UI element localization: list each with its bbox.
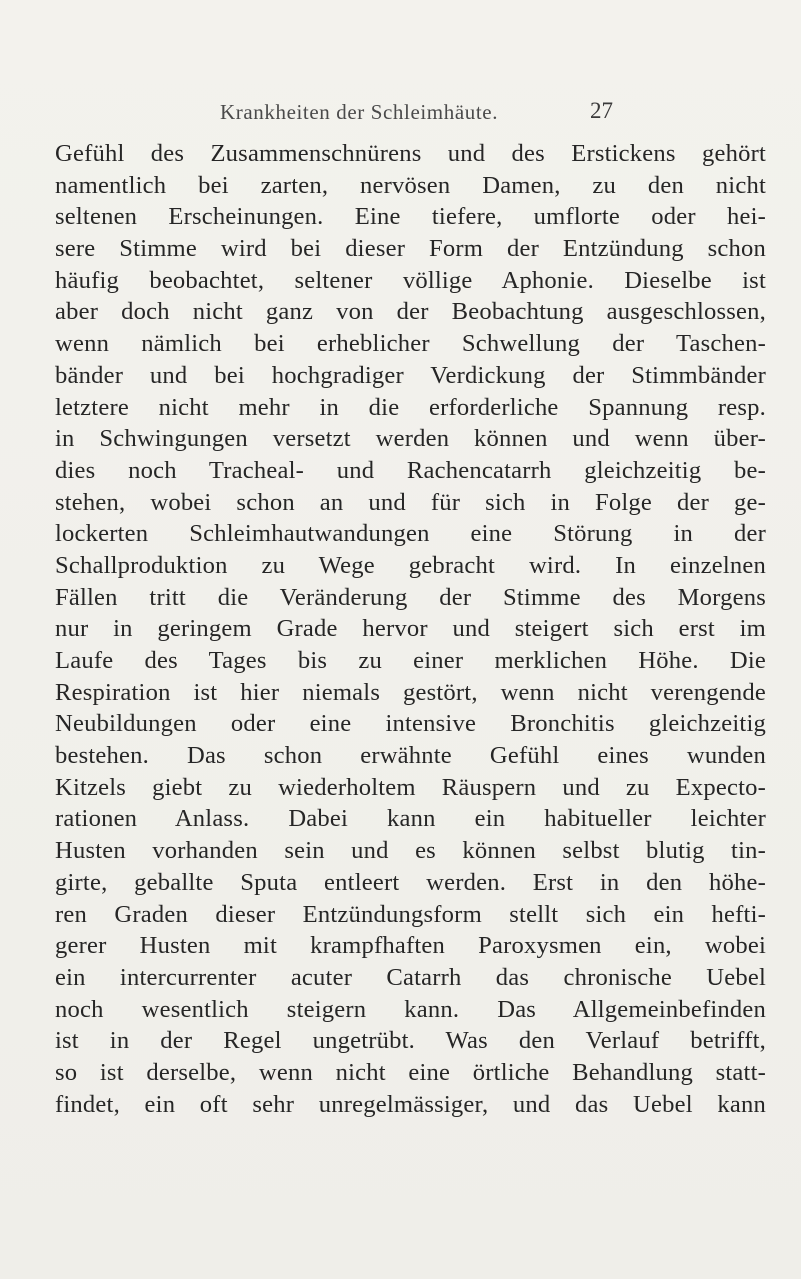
text-line: ist in der Regel ungetrübt. Was den Verlauf betrifft,	[55, 1027, 766, 1055]
text-line: so ist derselbe, wenn nicht eine örtliche Behandlung statt-	[55, 1058, 766, 1086]
text-line: ein intercurrenter acuter Catarrh das chronische Uebel	[55, 963, 766, 991]
text-line: Schallproduktion zu Wege gebracht wird. In einzelnen	[55, 551, 766, 579]
running-head	[0, 100, 801, 130]
text-line: girte, geballte Sputa entleert werden. Erst in den höhe-	[55, 868, 766, 896]
text-line: Gefühl des Zusammenschnürens und des Erstickens gehört	[55, 140, 766, 167]
text-line: sere Stimme wird bei dieser Form der Entzündung schon	[55, 235, 766, 263]
text-line: Husten vorhanden sein und es können selbst blutig tin-	[55, 837, 766, 865]
text-line: wenn nämlich bei erheblicher Schwellung der Taschen-	[55, 330, 766, 358]
text-line: Laufe des Tages bis zu einer merklichen Höhe. Die	[55, 647, 766, 674]
text-line: Fällen tritt die Veränderung der Stimme des Morgens	[55, 583, 766, 611]
text-line: Respiration ist hier niemals gestört, wenn nicht verengende	[55, 678, 766, 706]
text-line: nur in geringem Grade hervor und steigert sich erst im	[55, 615, 766, 643]
text-line: aber doch nicht ganz von der Beobachtung ausgeschlossen,	[55, 298, 766, 326]
text-line: Neubildungen oder eine intensive Bronchitis gleichzeitig	[55, 710, 766, 738]
body-text	[55, 138, 766, 1120]
text-line: seltenen Erscheinungen. Eine tiefere, umflorte oder hei-	[55, 203, 766, 231]
text-line: in Schwingungen versetzt werden können und wenn über-	[55, 425, 766, 453]
text-line: stehen, wobei schon an und für sich in Folge der ge-	[55, 488, 766, 516]
text-line: lockerten Schleimhautwandungen eine Störung in der	[55, 520, 766, 548]
text-line: letztere nicht mehr in die erforderliche Spannung resp.	[55, 393, 766, 421]
text-line: gerer Husten mit krampfhaften Paroxysmen ein, wobei	[55, 932, 766, 960]
text-line: dies noch Tracheal- und Rachencatarrh gleichzeitig be-	[55, 456, 766, 484]
text-line: bänder und bei hochgradiger Verdickung der Stimmbänder	[55, 361, 766, 389]
text-line: bestehen. Das schon erwähnte Gefühl eines wunden	[55, 742, 766, 770]
text-line: noch wesentlich steigern kann. Das Allgemeinbefinden	[55, 995, 766, 1023]
text-line: findet, ein oft sehr unregelmässiger, und das Uebel kann	[55, 1090, 766, 1118]
text-line: rationen Anlass. Dabei kann ein habitueller leichter	[55, 805, 766, 833]
running-title: Krankheiten der Schleimhäute.	[220, 100, 499, 124]
page-number: 27	[590, 98, 613, 123]
text-line: namentlich bei zarten, nervösen Damen, zu den nicht	[55, 171, 766, 199]
text-line: ren Graden dieser Entzündungsform stellt sich ein hefti-	[55, 900, 766, 928]
text-line: Kitzels giebt zu wiederholtem Räuspern und zu Expecto-	[55, 773, 766, 801]
text-line: häufig beobachtet, seltener völlige Aphonie. Dieselbe ist	[55, 266, 766, 294]
